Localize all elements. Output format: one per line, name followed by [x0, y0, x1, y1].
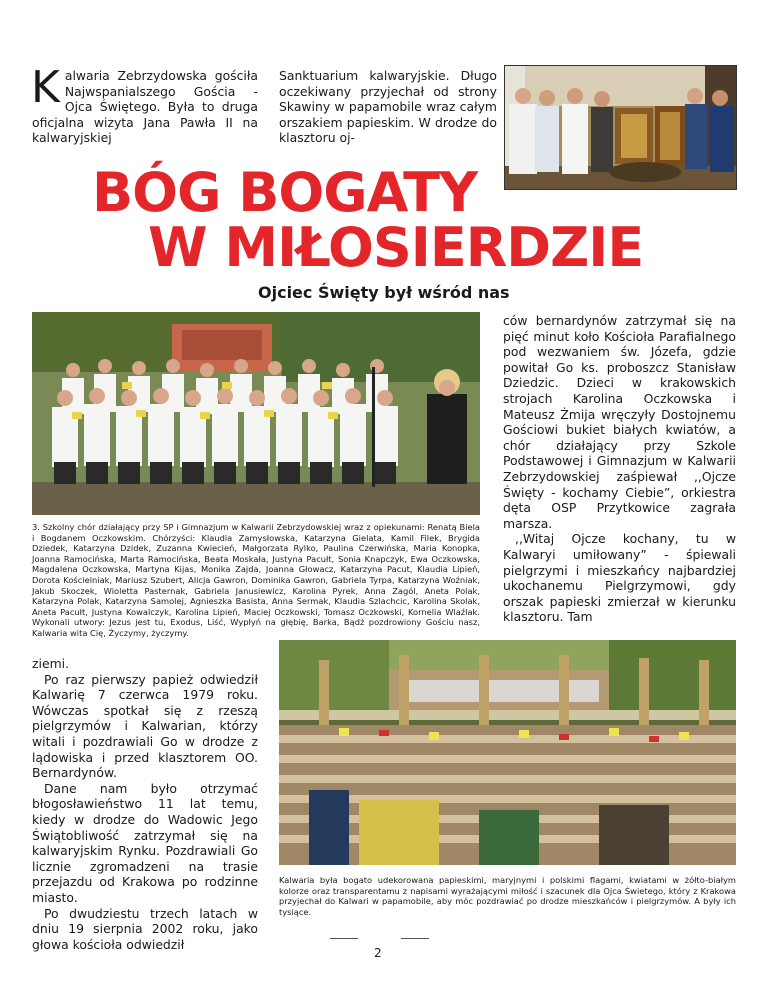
intro-column-left: [31, 62, 258, 146]
photo-crowd-square: [279, 640, 736, 865]
left-paragraph-1: ziemi.: [32, 656, 70, 671]
intro-column-middle: [279, 68, 497, 146]
photo-school-choir: [32, 312, 480, 515]
article-column-left: [32, 656, 258, 952]
footer-rule-left: [330, 938, 358, 939]
drop-cap: K: [31, 62, 60, 113]
intro-text-middle: Sanktuarium kalwaryjskie. Długo oczekiwany przyjechał od strony Skawiny w papamobile wraz całym orszakiem papieskim. W drodze do klasztoru oj-: [279, 68, 497, 146]
right-paragraph-2: ,,Witaj Ojcze kochany, tu w Kalwaryi umiłowany” - śpiewali pielgrzymi i mieszkańcy najbardziej ukochanemu Pielgrzymowi, gdy orszak papieski zmierzał w kierunku klasztoru. Tam: [503, 531, 736, 625]
left-paragraph-4: Po dwudziestu trzech latach w dniu 19 sierpnia 2002 roku, jako głowa kościoła odwiedził: [32, 905, 258, 952]
intro-text-left: alwaria Zebrzydowska gościła Najwspanialszego Gościa - Ojca Świętego. Była to druga oficjalna wizyta Jana Pawła II na kalwaryjskiej: [32, 68, 258, 146]
caption-crowd: Kalwaria była bogato udekorowana papieskimi, maryjnymi i polskimi flagami, kwiatami w żółto-białym kolorze oraz transparentamu z napisami wyrażającymi miłość i szacunek dla Ojca Świetego, który z Krakowa przyjechał do Kalwari w papamobile, aby móc pozdrawiać po drodze mieszkańców i pielgrzymów. A były ich tysiące.: [279, 875, 736, 917]
left-paragraph-3: Dane nam było otrzymać błogosławieństwo 11 lat temu, kiedy w drodze do Wadowic Jego Świątobliwość zatrzymał się na kalwaryjskim Rynku. Pozdrawiali Go licznie zgromadzeni na trasie przejazdu od Krakowa po rodzinne miasto.: [32, 780, 258, 905]
headline-line-1: BÓG BOGATY: [92, 161, 478, 224]
subtitle: Ojciec Święty był wśród nas: [258, 283, 510, 302]
caption-choir: 3. Szkolny chór działający przy SP i Gimnazjum w Kalwarii Zebrzydowskiej wraz z opiekunami: Renatą Biela i Bogdanem Oczkowskim. Chórzyści: Klaudia Zamysłowska, Katarzyna Gielata, Kamil Filek, Brygida Dziedek, Katarzyna Dzidek, Zuzanna Kwiecień, Małgorzata Rylko, Paulina Czerwińska, Maria Konopka, Joanna Ramocińska, Marta Ramocińska, Beata Moskała, Justyna Pacułt, Sonia Knapczyk, Ewa Oczkowska, Magdalena Oczkowska, Martyna Kijas, Monika Zajda, Joanna Głowacz, Katarzyna Pacut, Klaudia Lipień, Dorota Kościelniak, Mariusz Szubert, Alicja Gawron, Dominika Gawron, Gabriela Tyrpa, Katarzyna Woźniak, Jakub Skoczek, Wioletta Pasternak, Gabriela Janusiewicz, Karolina Pyrek, Anna Zagól, Aneta Polak, Katarzyna Polak, Katarzyna Samolej, Agnieszka Basista, Anna Sermak, Klaudia Szlachcic, Karolina Skolak, Aneta Pacułt, Justyna Kowalczyk, Karolina Lipień, Maciej Oczkowski, Tomasz Oczkowski, Kornelia Wlaźlak. Wykonali utwory: Jezus jest tu, Exodus, Liść, Wypłyń na głębię, Barka, Bądź pozdrowiony Gościu nasz, Kalwaria wita Cię, Życzymy, życzymy.: [32, 522, 480, 638]
headline-line-2: W MIŁOSIERDZIE: [148, 216, 644, 279]
right-paragraph-1: ców bernardynów zatrzymał się na pięć minut koło Kościoła Parafialnego pod wezwaniem św. Józefa, gdzie powitał Go ks. proboszcz Stanisław Dziedzic. Dzieci w krakowskich strojach Karolina Oczkowska i Mateusz Żmija wręczyły Dostojnemu Gościowi bukiet białych kwiatów, a chór działający przy Szkole Podstawowej i Gimnazjum w Kalwarii Zebrzydowskiej zaśpiewał ,,Ojcze Święty - kochamy Ciebie”, orkiestra dęta OSP Przytkowice zagrała marsza.: [503, 313, 736, 531]
article-column-right: [503, 313, 736, 625]
page-number: 2: [374, 946, 382, 960]
left-paragraph-2: Po raz pierwszy papież odwiedził Kalwarię 7 czerwca 1979 roku. Wówczas spotkał się z rzeszą pielgrzymów i Kalwarian, którzy witali i pozdrawiali Go w drodze z lądowiska i przed klasztorem OO. Bernardynów.: [32, 671, 258, 781]
photo-men-with-icons: [504, 65, 737, 190]
footer-rule-right: [401, 938, 429, 939]
